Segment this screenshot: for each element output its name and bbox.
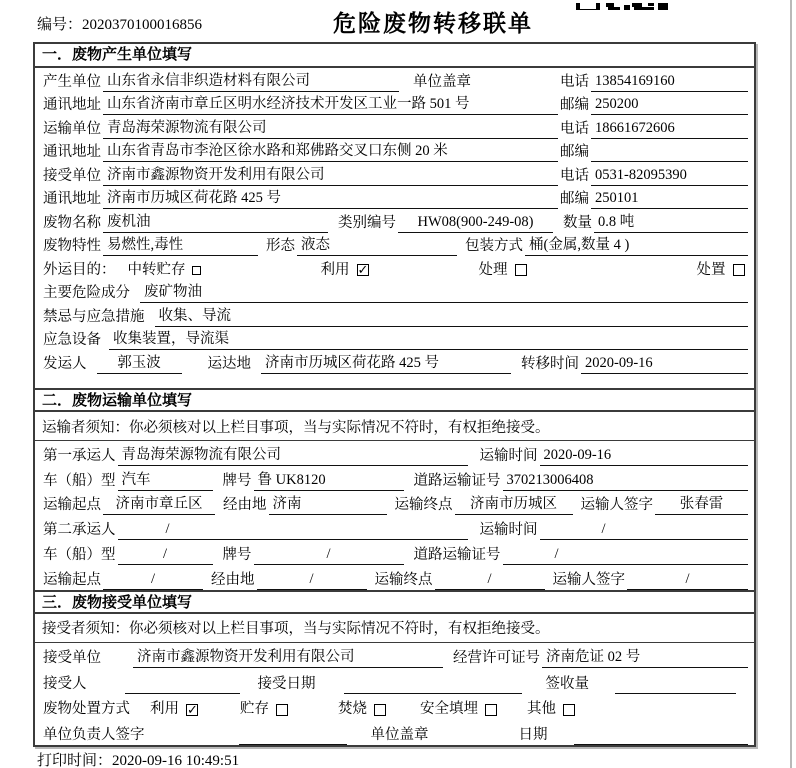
transfer-time-label: 转移时间 <box>521 355 579 372</box>
print-time-value: 2020-09-16 10:49:51 <box>112 753 240 768</box>
purpose-option-utilize <box>321 261 369 280</box>
produce-address-label: 通讯地址 <box>43 97 101 113</box>
page-title: 危险废物转移联单 <box>333 11 533 36</box>
purpose-option-dispose <box>697 261 745 280</box>
section-receive-header: 三．废物接受单位填写 <box>35 590 754 614</box>
disposal-option-incinerate-checkbox <box>374 704 386 716</box>
waste-name-label: 废物名称 <box>43 214 101 231</box>
road-cert2-field: / <box>503 545 749 565</box>
origin2-field: / <box>103 570 203 590</box>
category-code-label: 类别编号 <box>338 214 396 231</box>
receive-unit-label: 接受单位 <box>43 167 101 184</box>
produce-phone-field: 13854169160 <box>591 72 748 92</box>
vehicle1-label: 车（船）型 <box>43 472 116 489</box>
category-code-field: HW08(900-249-08) <box>398 213 553 233</box>
via2-label: 经由地 <box>211 571 255 588</box>
origin2-label: 运输起点 <box>43 571 101 588</box>
equipment-field: 收集装置，导流渠 <box>109 330 748 350</box>
quantity-field: 0.8 吨 <box>594 213 748 233</box>
disposal-option-other-checkbox <box>563 704 575 716</box>
purpose-option-dispose-label: 处置 <box>696 261 726 278</box>
section-producer <box>35 44 754 388</box>
second-carrier-field: / <box>118 520 468 540</box>
receive-unit2-label: 接受单位 <box>43 650 101 667</box>
serial-number: 2020370100016856 <box>82 17 203 33</box>
receive-person-field <box>125 674 240 694</box>
date2-label: 日期 <box>518 726 548 743</box>
print-time-row <box>37 749 239 768</box>
row-receive-unit2 <box>35 643 754 669</box>
transport-phone-field: 18661672606 <box>591 119 748 139</box>
terminus2-label: 运输终点 <box>374 571 433 588</box>
section-producer-header: 一．废物产生单位填写 <box>35 44 754 68</box>
form-field: 液态 <box>297 236 457 256</box>
purpose-option-transfer-storage-checkbox <box>192 266 201 275</box>
receive-person-label: 接受人 <box>43 675 87 692</box>
purpose-option-utilize-checkbox <box>357 264 369 276</box>
carrier-sign1-label: 运输人签字 <box>580 497 653 514</box>
quantity-label: 数量 <box>563 214 592 231</box>
transport-time2-label: 运输时间 <box>479 522 538 539</box>
unit-seal-label: 单位盖章 <box>413 73 471 90</box>
receive-date-field <box>344 674 522 694</box>
plate2-label: 牌号 <box>222 546 252 563</box>
vehicle2-label: 车（船）型 <box>43 546 116 563</box>
section-receive <box>35 590 754 745</box>
receive-phone-field: 0531-82095390 <box>591 166 748 186</box>
transfer-time-field: 2020-09-16 <box>581 354 748 374</box>
transport-time2-field: / <box>540 520 749 540</box>
receive-notice <box>35 614 754 643</box>
date2-field <box>574 725 749 745</box>
transport-address-label: 通讯地址 <box>43 144 101 160</box>
hazard-field: 废矿物油 <box>140 283 748 303</box>
carrier-sign2-label: 运输人签字 <box>552 571 625 588</box>
section-transport-header: 二．废物运输单位填写 <box>35 388 754 412</box>
row-receive-address <box>35 186 754 210</box>
transport-address-field: 山东省青岛市李沧区徐水路和郑佛路交叉口东侧 20 米 <box>103 142 558 162</box>
second-carrier-label: 第二承运人 <box>43 522 116 539</box>
origin1-label: 运输起点 <box>43 497 101 514</box>
print-time-label: 打印时间： <box>37 753 113 768</box>
shipper-field: 郭玉波 <box>97 354 182 374</box>
produce-unit-field: 山东省永信非织造材料有限公司 <box>103 72 399 92</box>
emergency-label: 禁忌与应急措施 <box>43 308 145 325</box>
row-manager-sign <box>35 719 754 745</box>
terminus1-label: 运输终点 <box>394 497 453 514</box>
transport-time1-field: 2020-09-16 <box>540 446 749 466</box>
section-transport <box>35 388 754 590</box>
receive-phone-label: 电话 <box>560 167 589 184</box>
row-transport-address <box>35 139 754 163</box>
row-hazard <box>35 280 754 304</box>
road-cert1-label: 道路运输证号 <box>413 472 501 489</box>
receive-address-field: 济南市历城区荷花路 425 号 <box>103 189 558 209</box>
plate1-field: 鲁 UK8120 <box>254 471 404 491</box>
produce-zip-label: 邮编 <box>560 97 589 113</box>
purpose-option-transfer-storage-label: 中转贮存 <box>127 261 186 278</box>
row-shipper <box>35 350 754 374</box>
via1-field: 济南 <box>269 495 387 515</box>
purpose-option-treat <box>479 261 527 280</box>
row-receive-unit <box>35 162 754 186</box>
disposal-option-utilize-checkbox <box>186 704 198 716</box>
receive-unit-field: 济南市鑫源物资开发利用有限公司 <box>103 166 558 186</box>
purpose-option-transfer-storage <box>128 261 201 280</box>
purpose-option-treat-label: 处理 <box>478 261 508 278</box>
manager-sign-label: 单位负责人签字 <box>43 726 145 743</box>
via2-field: / <box>257 570 367 590</box>
first-carrier-field: 青岛海荣源物流有限公司 <box>118 446 468 466</box>
carrier-sign2-field: / <box>627 570 748 590</box>
produce-address-field: 山东省济南市章丘区明水经济技术开发区工业一路 501 号 <box>103 95 558 115</box>
disposal-option-landfill <box>420 700 497 719</box>
row-outbound-purpose <box>35 256 754 280</box>
transport-unit-field: 青岛海荣源物流有限公司 <box>103 119 558 139</box>
transport-time1-label: 运输时间 <box>479 447 538 464</box>
produce-zip-field: 250200 <box>591 95 748 115</box>
manager-sign-field <box>239 725 347 745</box>
vehicle2-field: / <box>118 545 213 565</box>
plate1-label: 牌号 <box>222 472 252 489</box>
disposal-method-label: 废物处置方式 <box>43 701 130 718</box>
terminus1-field: 济南市历城区 <box>455 495 573 515</box>
transport-zip-label: 邮编 <box>560 144 589 160</box>
road-cert2-label: 道路运输证号 <box>413 546 501 563</box>
transport-notice <box>35 412 754 441</box>
row-receive-person <box>35 668 754 694</box>
waste-trait-field: 易燃性,毒性 <box>103 236 258 256</box>
row-vehicle2 <box>35 540 754 565</box>
waste-trait-label: 废物特性 <box>43 238 101 254</box>
page-edge-line <box>790 0 792 768</box>
outbound-purpose-label: 外运目的： <box>43 261 116 278</box>
disposal-option-other-label: 其他 <box>527 701 556 718</box>
emergency-field: 收集、导流 <box>155 307 749 327</box>
disposal-option-incinerate <box>338 700 386 719</box>
form-label: 形态 <box>266 238 295 254</box>
road-cert1-field: 370213006408 <box>503 471 749 491</box>
receive-notice-text: 你必须核对以上栏目事项，当与实际情况不符时，有权拒绝接受。 <box>129 621 550 638</box>
origin1-field: 济南市章丘区 <box>103 495 215 515</box>
serial-label: 编号： <box>37 17 83 33</box>
destination-field: 济南市历城区荷花路 425 号 <box>261 354 511 374</box>
destination-label: 运达地 <box>207 355 251 372</box>
receive-date-label: 接受日期 <box>257 675 316 692</box>
purpose-option-dispose-checkbox <box>733 264 745 276</box>
row-produce-unit <box>35 68 754 92</box>
produce-phone-label: 电话 <box>560 73 589 90</box>
disposal-option-landfill-checkbox <box>485 704 497 716</box>
disposal-option-incinerate-label: 焚烧 <box>338 701 367 718</box>
plate2-field: / <box>254 545 404 565</box>
row-first-carrier <box>35 441 754 466</box>
receive-notice-label: 接受者须知： <box>42 621 129 638</box>
disposal-option-utilize-label: 利用 <box>150 701 179 718</box>
row-route2 <box>35 565 754 590</box>
license-field: 济南危证 02 号 <box>542 648 748 668</box>
disposal-option-utilize <box>150 700 198 719</box>
via1-label: 经由地 <box>223 497 267 514</box>
row-emergency <box>35 303 754 327</box>
row-second-carrier <box>35 515 754 540</box>
vehicle1-field: 汽车 <box>118 471 213 491</box>
terminus2-field: / <box>435 570 545 590</box>
receive-zip-label: 邮编 <box>560 191 589 207</box>
packing-field: 桶(金属,数量 4 ) <box>525 236 748 256</box>
receive-zip-field: 250101 <box>591 189 748 209</box>
transport-unit-label: 运输单位 <box>43 120 101 137</box>
row-produce-address <box>35 92 754 116</box>
receive-unit2-field: 济南市鑫源物资开发利用有限公司 <box>133 648 443 668</box>
transport-zip-field <box>591 142 748 162</box>
transport-phone-label: 电话 <box>560 120 589 137</box>
manifest-form <box>33 42 756 747</box>
transport-notice-label: 运输者须知： <box>42 419 129 436</box>
produce-unit-label: 产生单位 <box>43 73 101 90</box>
waste-name-field: 废机油 <box>103 213 328 233</box>
receive-address-label: 通讯地址 <box>43 191 101 207</box>
row-vehicle1 <box>35 466 754 491</box>
purpose-option-utilize-label: 利用 <box>320 261 350 278</box>
row-route1 <box>35 491 754 516</box>
row-disposal-method <box>35 694 754 720</box>
shipper-label: 发运人 <box>43 355 87 372</box>
row-waste-trait <box>35 233 754 257</box>
row-equipment <box>35 327 754 351</box>
signed-amount-label: 签收量 <box>545 675 589 692</box>
transport-notice-text: 你必须核对以上栏目事项，当与实际情况不符时，有权拒绝接受。 <box>129 419 550 436</box>
first-carrier-label: 第一承运人 <box>43 447 116 464</box>
purpose-option-treat-checkbox <box>515 264 527 276</box>
row-waste-name <box>35 209 754 233</box>
disposal-option-store <box>240 700 288 719</box>
packing-label: 包装方式 <box>465 238 523 254</box>
disposal-option-store-checkbox <box>276 704 288 716</box>
signed-amount-field <box>615 674 736 694</box>
disposal-option-other <box>527 700 575 719</box>
disposal-option-landfill-label: 安全填埋 <box>420 701 478 718</box>
equipment-label: 应急设备 <box>43 332 101 348</box>
row-transport-unit <box>35 115 754 139</box>
carrier-sign1-field: 张春雷 <box>655 495 748 515</box>
hazard-label: 主要危险成分 <box>43 285 130 301</box>
unit-seal2-label: 单位盖章 <box>370 726 429 743</box>
disposal-option-store-label: 贮存 <box>240 701 269 718</box>
license-label: 经营许可证号 <box>453 650 540 667</box>
